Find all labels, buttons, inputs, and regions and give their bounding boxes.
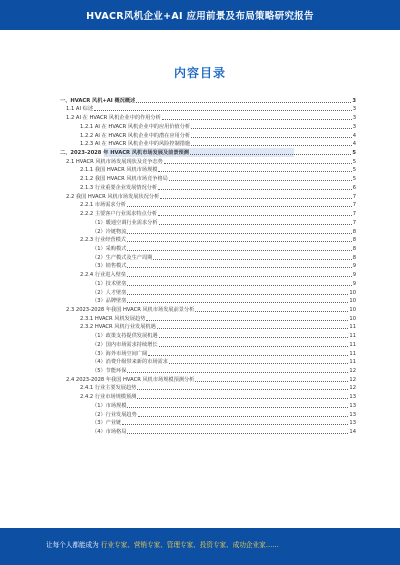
toc-entry-label: （3）产业链: [92, 420, 122, 427]
toc-leader-dots: [137, 398, 348, 399]
toc-leader-dots: [127, 267, 351, 268]
toc-entry[interactable]: [44, 183, 356, 192]
toc-entry-page: 13: [349, 394, 356, 401]
toc-entry-page: 5: [352, 158, 356, 165]
toc-entry[interactable]: [44, 297, 356, 306]
header-title: HVACR风机企业+AI 应用前景及布局策略研究报告: [86, 11, 314, 22]
toc-entry-page: 13: [349, 402, 356, 409]
toc-entry[interactable]: [44, 174, 356, 183]
toc-leader-dots: [195, 381, 348, 382]
toc-entry[interactable]: [44, 131, 356, 140]
footer-lead: 让每个人都能成为: [46, 541, 99, 549]
toc-entry-label: 2.2 我国 HVACR 风机市场发展状况分析: [66, 193, 160, 200]
toc-leader-dots: [190, 154, 351, 155]
toc-entry-label: （1）政策支持提供发展机遇: [92, 333, 158, 340]
toc-entry-label: 二、2023-2028 年 HVACR 风机市场发展及前景预测: [60, 150, 189, 157]
toc-entry-page: 3: [352, 115, 356, 122]
toc-entry-label: （3）海外市场空间广阔: [92, 350, 148, 357]
toc-entry-page: 12: [349, 385, 356, 392]
toc-entry-label: 1.2.2 AI 在 HVACR 风机企业中的潜在应用分析: [80, 132, 191, 139]
toc-entry-page: 3: [352, 97, 356, 104]
toc-entry-page: 8: [352, 237, 356, 244]
toc-leader-dots: [127, 233, 351, 234]
toc-entry[interactable]: [44, 140, 356, 149]
toc-entry[interactable]: [44, 358, 356, 367]
toc-entry-label: （3）销售模式: [92, 263, 127, 270]
toc-entry[interactable]: [44, 105, 356, 114]
page-title: 内容目录: [173, 66, 226, 80]
toc-leader-dots: [158, 189, 352, 190]
toc-entry[interactable]: [44, 279, 356, 288]
toc-leader-dots: [162, 119, 352, 120]
toc-entry-page: 11: [349, 359, 356, 366]
toc-entry[interactable]: [44, 331, 356, 340]
toc-entry-label: 2.3.2 HVACR 风机行业发展机遇: [80, 324, 156, 331]
toc-entry[interactable]: [44, 96, 356, 105]
toc-leader-dots: [160, 198, 351, 199]
toc-entry-page: 11: [349, 341, 356, 348]
toc-entry-label: （4）消费升级带来新的市场需求: [92, 359, 168, 366]
toc-entry-page: 13: [349, 420, 356, 427]
toc-entry-label: 2.2.4 行业进入壁垒: [80, 272, 126, 279]
toc-entry-page: 5: [352, 167, 356, 174]
toc-entry-label: 2.2.2 主要客户行业需求特点分析: [80, 211, 158, 218]
toc-entry-label: 2.4 2023-2028 年我国 HVACR 风机市场规模预测分析: [66, 376, 195, 383]
toc-entry-label: 1.2.3 AI 在 HVACR 风机企业中的风险控制措施: [80, 141, 191, 148]
toc-entry[interactable]: [44, 384, 356, 393]
toc-leader-dots: [191, 145, 352, 146]
toc-entry[interactable]: [44, 349, 356, 358]
toc-entry[interactable]: [44, 288, 356, 297]
toc-entry-page: 9: [352, 280, 356, 287]
toc-entry[interactable]: [44, 401, 356, 410]
toc-entry-page: 3: [352, 123, 356, 130]
toc-entry[interactable]: [44, 201, 356, 210]
toc-entry-label: 一、HVACR 风机+AI 概况概述: [60, 97, 136, 104]
toc-leader-dots: [158, 215, 352, 216]
toc-entry[interactable]: [44, 192, 356, 201]
toc-entry-label: 2.1 HVACR 风机市场发展现状及竞争态势: [66, 158, 163, 165]
footer-slogan: [46, 539, 279, 549]
toc-leader-dots: [158, 171, 351, 172]
toc-entry-page: 10: [349, 306, 356, 313]
toc-entry[interactable]: [44, 148, 356, 157]
toc-entry-page: 12: [349, 376, 356, 383]
toc-entry[interactable]: [44, 209, 356, 218]
toc-entry-page: 5: [352, 176, 356, 183]
toc-entry[interactable]: [44, 113, 356, 122]
toc-entry[interactable]: [44, 427, 356, 436]
toc-entry[interactable]: [44, 366, 356, 375]
toc-entry-label: 2.2.1 市场需求分析: [80, 202, 126, 209]
toc-entry-page: 11: [349, 324, 356, 331]
toc-entry-label: （2）生产模式及生产周期: [92, 254, 153, 261]
toc-leader-dots: [127, 285, 351, 286]
toc-entry-label: （1）采购模式: [92, 245, 127, 252]
toc-entry-page: 7: [352, 202, 356, 209]
toc-leader-dots: [122, 424, 348, 425]
toc-entry-page: 8: [352, 254, 356, 261]
toc-entry[interactable]: [44, 375, 356, 384]
toc-leader-dots: [137, 389, 348, 390]
toc-entry-page: 9: [352, 272, 356, 279]
document-footer: [0, 528, 400, 565]
toc-leader-dots: [127, 250, 351, 251]
toc-entry[interactable]: [44, 122, 356, 131]
toc-leader-dots: [164, 163, 352, 164]
toc-leader-dots: [127, 294, 348, 295]
toc-leader-dots: [191, 128, 352, 129]
toc-entry-page: 7: [352, 211, 356, 218]
toc-entry-page: 10: [349, 315, 356, 322]
toc-entry-page: 14: [349, 429, 356, 436]
toc-entry-page: 8: [352, 228, 356, 235]
toc-entry-label: （1）市场规模: [92, 402, 127, 409]
toc-entry-label: （2）行业发展趋势: [92, 411, 137, 418]
toc-leader-dots: [191, 137, 352, 138]
toc-leader-dots: [127, 206, 352, 207]
toc-entry-label: 2.4.1 行业主要发展趋势: [80, 385, 137, 392]
toc-entry-label: （2）冷链物流: [92, 228, 127, 235]
toc-entry-label: （2）国内市场需求持续增长: [92, 341, 158, 348]
toc-entry-page: 11: [349, 333, 356, 340]
toc-entry[interactable]: [44, 218, 356, 227]
toc-entry[interactable]: [44, 253, 356, 262]
toc-leader-dots: [127, 302, 348, 303]
toc-entry-page: 6: [352, 184, 356, 191]
toc-entry[interactable]: [44, 227, 356, 236]
toc-leader-dots: [127, 372, 348, 373]
toc-entry[interactable]: [44, 270, 356, 279]
toc-entry-page: 7: [352, 193, 356, 200]
toc-entry-page: 4: [352, 141, 356, 148]
toc-entry-label: （4）市场格局: [92, 429, 127, 436]
toc-entry-label: 2.1.2 我国 HVACR 风机市场竞争格局: [80, 176, 168, 183]
toc-entry-page: 12: [349, 368, 356, 374]
toc-entry[interactable]: [44, 262, 356, 271]
toc-leader-dots: [169, 363, 348, 364]
toc-leader-dots: [127, 433, 348, 434]
toc-entry[interactable]: [44, 323, 356, 332]
toc-entry-page: 11: [349, 350, 356, 357]
footer-roles: 行业专家、营销专家、管理专家、投资专家、成功企业家……: [100, 541, 279, 549]
toc-entry-label: （5）节能环保: [92, 368, 127, 374]
toc-entry-page: 13: [349, 411, 356, 418]
toc-entry-page: 4: [352, 132, 356, 139]
toc-entry-label: 2.2.3 行业经营模式: [80, 237, 126, 244]
toc-entry-page: 7: [352, 219, 356, 226]
toc-entry[interactable]: [44, 392, 356, 401]
toc-entry[interactable]: [44, 236, 356, 245]
toc-entry-label: 2.3.1 HVACR 风机发展趋势: [80, 315, 146, 322]
toc-leader-dots: [146, 320, 348, 321]
document-header: [0, 0, 400, 30]
toc-entry[interactable]: [44, 314, 356, 323]
toc-leader-dots: [169, 180, 352, 181]
toc-leader-dots: [159, 337, 349, 338]
toc-entry[interactable]: [44, 340, 356, 349]
toc-leader-dots: [159, 224, 352, 225]
toc-entry[interactable]: [44, 419, 356, 428]
toc-entry-page: 10: [349, 298, 356, 305]
toc-leader-dots: [127, 276, 352, 277]
toc-entry[interactable]: [44, 166, 356, 175]
toc-entry-label: 2.4.2 行业市场规模预测: [80, 394, 137, 401]
toc-entry-label: （2）人才壁垒: [92, 289, 127, 296]
toc-entry-label: （3）品牌壁垒: [92, 298, 127, 305]
toc-entry[interactable]: [44, 305, 356, 314]
toc-leader-dots: [157, 328, 349, 329]
toc-entry-label: 2.1.3 行业重要企业发展情况分析: [80, 184, 158, 191]
toc-entry-page: 8: [352, 245, 356, 252]
toc-leader-dots: [127, 241, 352, 242]
toc-entry[interactable]: [44, 244, 356, 253]
toc-entry-label: 1.2.1 AI 在 HVACR 风机企业中的应用价值分析: [80, 123, 191, 130]
toc-entry-label: 2.3 2023-2028 年我国 HVACR 风机市场发展前景分析: [66, 306, 195, 313]
toc-entry-label: （1）技术壁垒: [92, 280, 127, 287]
toc-leader-dots: [153, 259, 351, 260]
toc-entry-page: 9: [352, 263, 356, 270]
toc-leader-dots: [136, 102, 351, 103]
toc-entry-page: 10: [349, 289, 356, 296]
toc-entry-page: 3: [352, 106, 356, 113]
table-of-contents: [44, 96, 356, 436]
toc-leader-dots: [148, 355, 348, 356]
toc-entry-label: 1.2 AI 在 HVACR 风机企业中的作用分析: [66, 115, 161, 122]
toc-leader-dots: [159, 346, 349, 347]
toc-entry-page: 5: [352, 150, 356, 157]
toc-leader-dots: [138, 416, 349, 417]
toc-entry[interactable]: [44, 157, 356, 166]
toc-entry-label: 2.1.1 我国 HVACR 风机市场规模: [80, 167, 158, 174]
toc-entry-label: （1）暖通空调行业需求分析: [92, 219, 158, 226]
toc-entry-label: 1.1 AI 综述: [66, 106, 94, 113]
toc-leader-dots: [94, 110, 352, 111]
toc-leader-dots: [127, 407, 348, 408]
toc-entry[interactable]: [44, 410, 356, 419]
toc-leader-dots: [195, 311, 348, 312]
